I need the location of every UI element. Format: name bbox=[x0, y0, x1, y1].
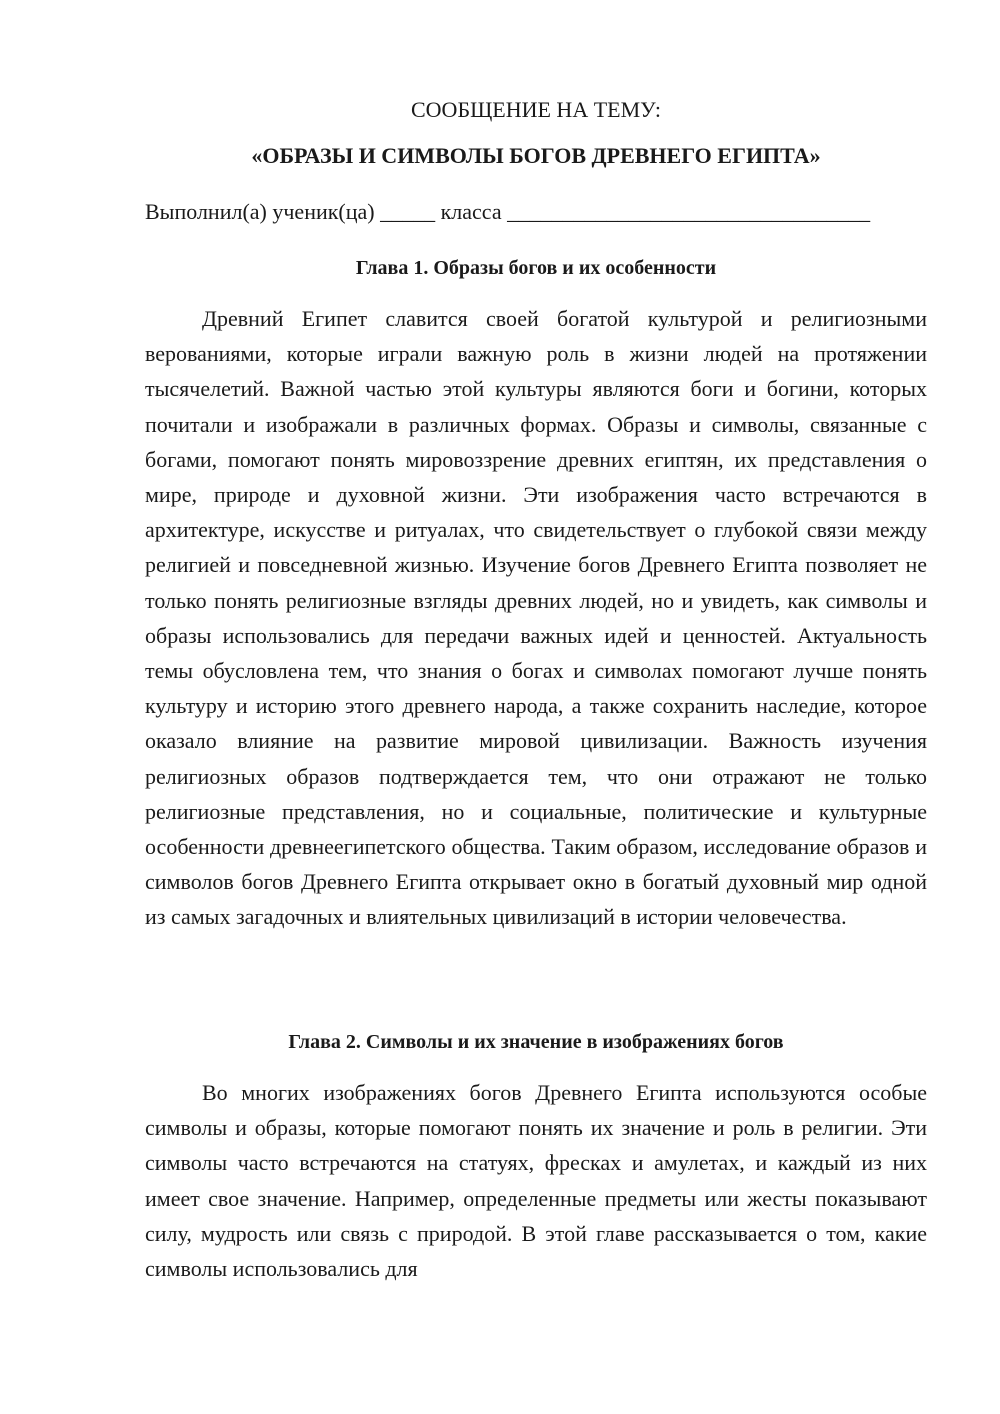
document-title: «ОБРАЗЫ И СИМВОЛЫ БОГОВ ДРЕВНЕГО ЕГИПТА» bbox=[251, 143, 821, 168]
chapter-1-paragraph: Древний Египет славится своей богатой культурой и религиозными верованиями, которые играли важную роль в жизни людей на протяжении тысячелетий. Важной частью этой культуры являются боги и богини, которых почитали и изображали в различных формах. Образы и символы, связанные с богами, помогают понять мировоззрение древних египтян, их представления о мире, природе и духовной жизни. Эти изображения часто встречаются в архитектуре, искусстве и ритуалах, что свидетельствует о глубокой связи между религией и повседневной жизнью. Изучение богов Древнего Египта позволяет не только понять религиозные взгляды древних людей, но и увидеть, как символы и образы использовались для передачи важных идей и ценностей. Актуальность темы обусловлена тем, что знания о богах и символах помогают лучше понять культуру и историю этого древнего народа, а также сохранить наследие, которое оказало влияние на развитие мировой цивилизации. Важность изучения религиозных образов подтверждается тем, что они отражают не только религиозные представления, но и социальные, политические и культурные особенности древнеегипетского общества. Таким образом, исследование образов и символов богов Древнего Египта открывает окно в богатый духовный мир одной из самых загадочных и влиятельных цивилизаций в истории человечества. bbox=[145, 306, 927, 930]
chapter-2-heading: Глава 2. Символы и их значение в изображениях богов bbox=[288, 1031, 784, 1053]
chapter-1-heading: Глава 1. Образы богов и их особенности bbox=[355, 257, 717, 279]
topic-line: СООБЩЕНИЕ НА ТЕМУ: bbox=[411, 97, 661, 122]
chapter-2-paragraph: Во многих изображениях богов Древнего Египта используются особые символы и образы, которые помогают понять их значение и роль в религии. Эти символы часто встречаются на статуях, фресках и амулетах, и каждый из них имеет свое значение. Например, определенные предметы или жесты показывают силу, мудрость или связь с природой. В этой главе рассказывается о том, какие символы использовались для bbox=[145, 1080, 927, 1282]
author-line: Выполнил(а) ученик(ца) _____ класса _________________________________ bbox=[145, 199, 871, 224]
